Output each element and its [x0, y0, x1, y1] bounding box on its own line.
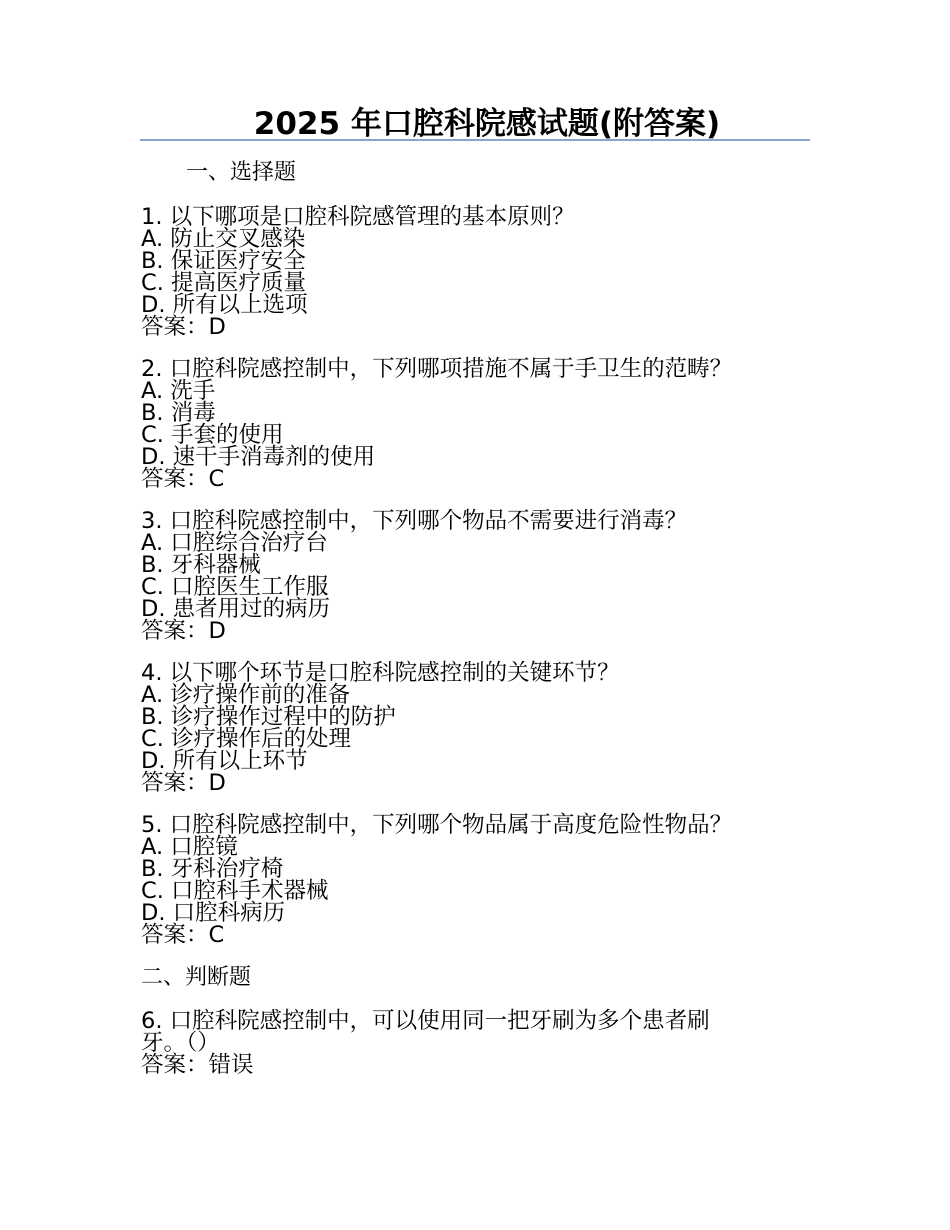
section-heading-judgement: 二、判断题 — [141, 965, 252, 990]
option-d: D. 速干手消毒剂的使用 — [141, 444, 376, 470]
question-stem: 5. 口腔科院感控制中，下列哪个物品属于高度危险性物品？ — [141, 812, 733, 838]
question-6 — [141, 1010, 801, 1076]
option-d: D. 所有以上环节 — [141, 748, 308, 774]
answer: 答案：错误 — [141, 1052, 254, 1078]
option-d: D. 患者用过的病历 — [141, 596, 331, 622]
option-b: B. 保证医疗安全 — [141, 248, 306, 274]
question-3 — [141, 510, 801, 642]
option-a: A. 口腔镜 — [141, 834, 238, 860]
question-stem: 3. 口腔科院感控制中，下列哪个物品不需要进行消毒？ — [141, 508, 688, 534]
question-stem-continuation: 牙。（） — [141, 1030, 220, 1056]
answer: 答案：D — [141, 770, 226, 796]
option-c: C. 口腔医生工作服 — [141, 574, 329, 600]
title-underline — [140, 139, 810, 141]
option-a: A. 防止交叉感染 — [141, 226, 306, 252]
answer: 答案：C — [141, 922, 225, 948]
option-a: A. 诊疗操作前的准备 — [141, 682, 351, 708]
answer: 答案：D — [141, 618, 226, 644]
option-d: D. 口腔科病历 — [141, 900, 286, 926]
question-stem: 4. 以下哪个环节是口腔科院感控制的关键环节？ — [141, 660, 620, 686]
option-b: B. 诊疗操作过程中的防护 — [141, 704, 396, 730]
answer: 答案：D — [141, 314, 226, 340]
option-b: B. 牙科器械 — [141, 552, 261, 578]
question-stem: 6. 口腔科院感控制中，可以使用同一把牙刷为多个患者刷 — [141, 1008, 710, 1034]
option-c: C. 诊疗操作后的处理 — [141, 726, 352, 752]
answer: 答案：C — [141, 466, 225, 492]
option-b: B. 消毒 — [141, 400, 216, 426]
question-stem: 1. 以下哪项是口腔科院感管理的基本原则？ — [141, 204, 575, 230]
question-1 — [141, 206, 801, 338]
section-heading-choice: 一、选择题 — [186, 160, 297, 185]
option-c: C. 提高医疗质量 — [141, 270, 307, 296]
question-stem: 2. 口腔科院感控制中，下列哪项措施不属于手卫生的范畴？ — [141, 356, 733, 382]
option-d: D. 所有以上选项 — [141, 292, 308, 318]
question-4 — [141, 662, 801, 794]
option-c: C. 口腔科手术器械 — [141, 878, 329, 904]
question-2 — [141, 358, 801, 490]
option-a: A. 洗手 — [141, 378, 216, 404]
option-b: B. 牙科治疗椅 — [141, 856, 284, 882]
option-a: A. 口腔综合治疗台 — [141, 530, 328, 556]
document-title: 2025 年口腔科院感试题(附答案) — [253, 106, 721, 142]
option-c: C. 手套的使用 — [141, 422, 284, 448]
question-5 — [141, 814, 801, 946]
